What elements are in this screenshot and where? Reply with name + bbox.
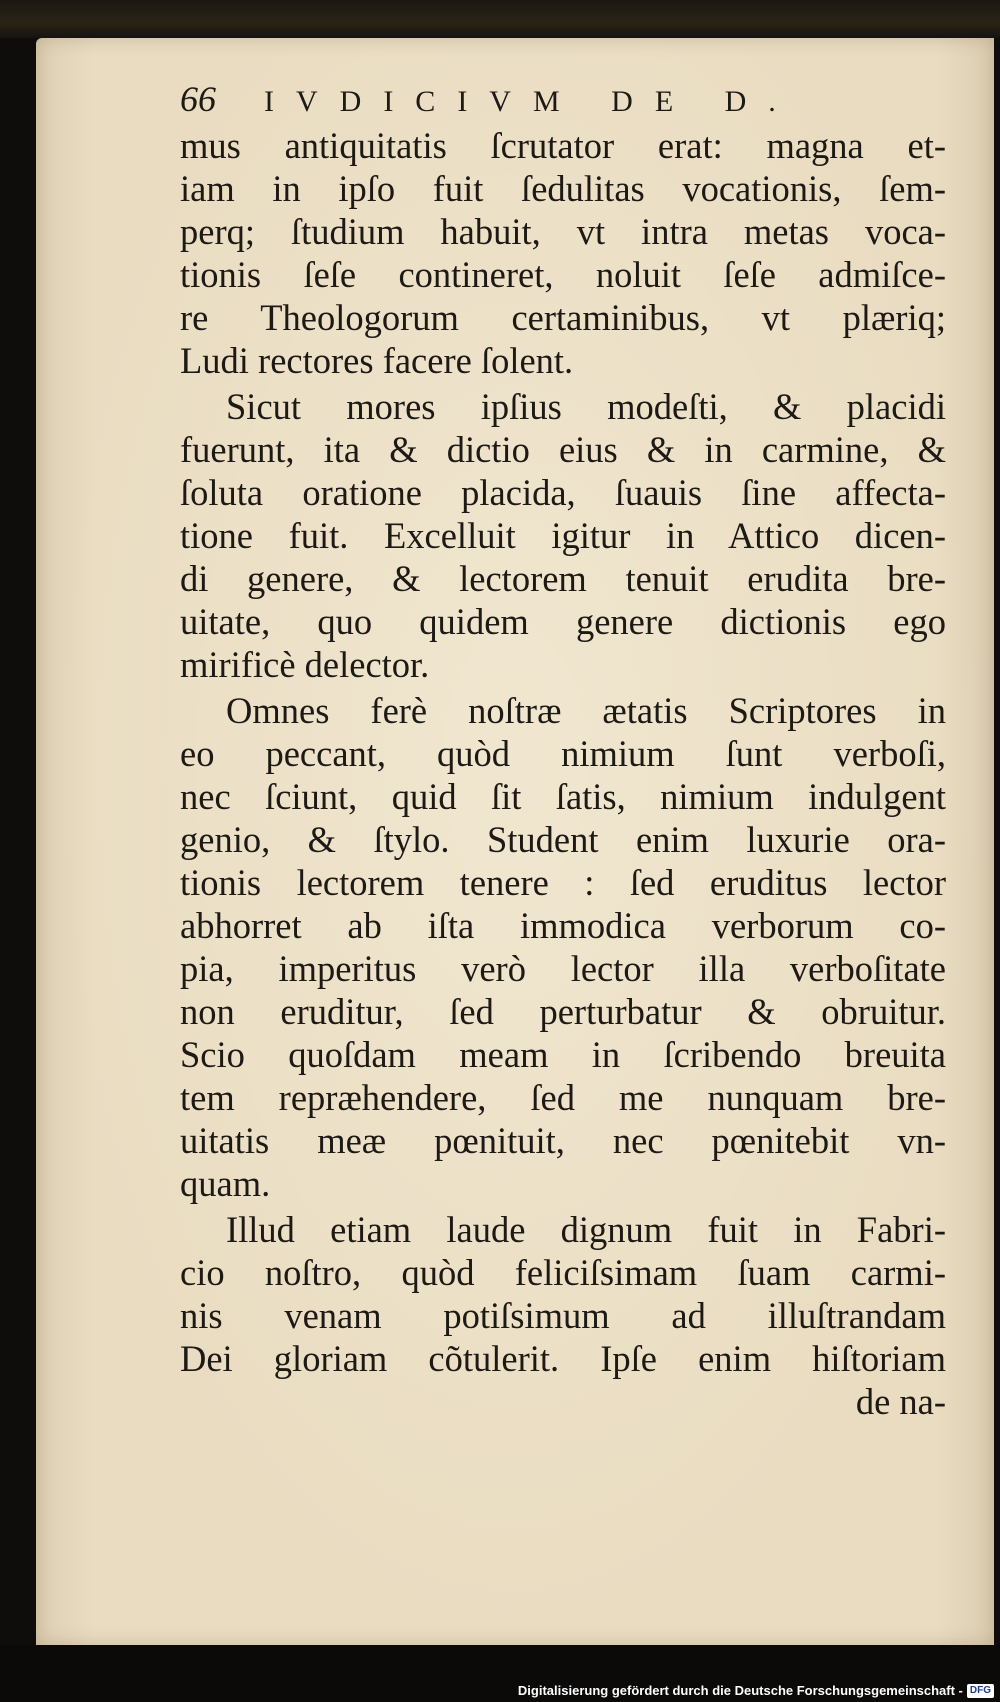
- text-line: perq; ſtudium habuit, vt intra metas voca-: [180, 211, 946, 252]
- paragraph-1: [180, 124, 946, 382]
- text-line: iam in ipſo fuit ſedulitas vocationis, ſem-: [180, 168, 946, 209]
- credit-text: Digitalisierung gefördert durch die Deutsche Forschungsgemeinschaft -: [517, 1683, 963, 1698]
- text-line: mirificè delector.: [180, 644, 430, 685]
- text-line: nec ſciunt, quid ſit ſatis, nimium indulgent: [180, 776, 946, 817]
- running-head: IVDICIVM DE D.: [264, 85, 798, 118]
- text-line: di genere, & lectorem tenuit erudita bre-: [180, 558, 946, 599]
- text-line: quam.: [180, 1163, 271, 1204]
- page-number: 66: [180, 79, 216, 119]
- text-line: Sicut mores ipſius modeſti, & placidi: [226, 386, 946, 427]
- text-line: re Theologorum certaminibus, vt plæriq;: [180, 297, 946, 338]
- text-line: tem repræhendere, ſed me nunquam bre-: [180, 1077, 946, 1118]
- text-line: cio noſtro, quòd feliciſsimam ſuam carmi-: [180, 1252, 946, 1293]
- text-line: uitatis meæ pœnituit, nec pœnitebit vn-: [180, 1120, 946, 1161]
- text-line: eo peccant, quòd nimium ſunt verboſi,: [180, 733, 946, 774]
- text-line: Illud etiam laude dignum fuit in Fabri-: [226, 1209, 946, 1250]
- text-line: fuerunt, ita & dictio eius & in carmine, &: [180, 429, 946, 470]
- text-line: non eruditur, ſed perturbatur & obruitur.: [180, 991, 946, 1032]
- catchword: de na-: [855, 1381, 946, 1422]
- text-line: Scio quoſdam meam in ſcribendo breuita: [180, 1034, 946, 1075]
- text-line: mus antiquitatis ſcrutator erat: magna et-: [180, 125, 946, 166]
- text-line: uitate, quo quidem genere dictionis ego: [180, 601, 946, 642]
- text-line: pia, imperitus verò lector illa verboſitate: [180, 948, 946, 989]
- body-text: [180, 124, 946, 1423]
- text-line: nis venam potiſsimum ad illuſtrandam: [180, 1295, 946, 1336]
- text-line: Dei gloriam cõtulerit. Ipſe enim hiſtoriam: [180, 1338, 946, 1379]
- text-line: tione fuit. Excelluit igitur in Attico dicen-: [180, 515, 946, 556]
- paragraph-2: [180, 385, 946, 686]
- digitization-credit: [518, 1683, 994, 1698]
- dfg-logo-icon: DFG: [967, 1684, 994, 1698]
- text-line: ſoluta oratione placida, ſuauis ſine affecta-: [180, 472, 946, 513]
- page-header: [180, 78, 798, 122]
- paragraph-3: [180, 689, 946, 1205]
- text-line: tionis lectorem tenere : ſed eruditus lector: [180, 862, 946, 903]
- scan-bottom-edge: [0, 1645, 1000, 1702]
- text-line: abhorret ab iſta immodica verborum co-: [180, 905, 946, 946]
- text-line: Ludi rectores facere ſolent.: [180, 340, 574, 381]
- text-line: tionis ſeſe contineret, noluit ſeſe admiſce-: [180, 254, 946, 295]
- scan-top-edge: [0, 0, 1000, 38]
- paragraph-4: [180, 1208, 946, 1380]
- text-line: Omnes ferè noſtræ ætatis Scriptores in: [226, 690, 946, 731]
- text-line: genio, & ſtylo. Student enim luxurie ora-: [180, 819, 946, 860]
